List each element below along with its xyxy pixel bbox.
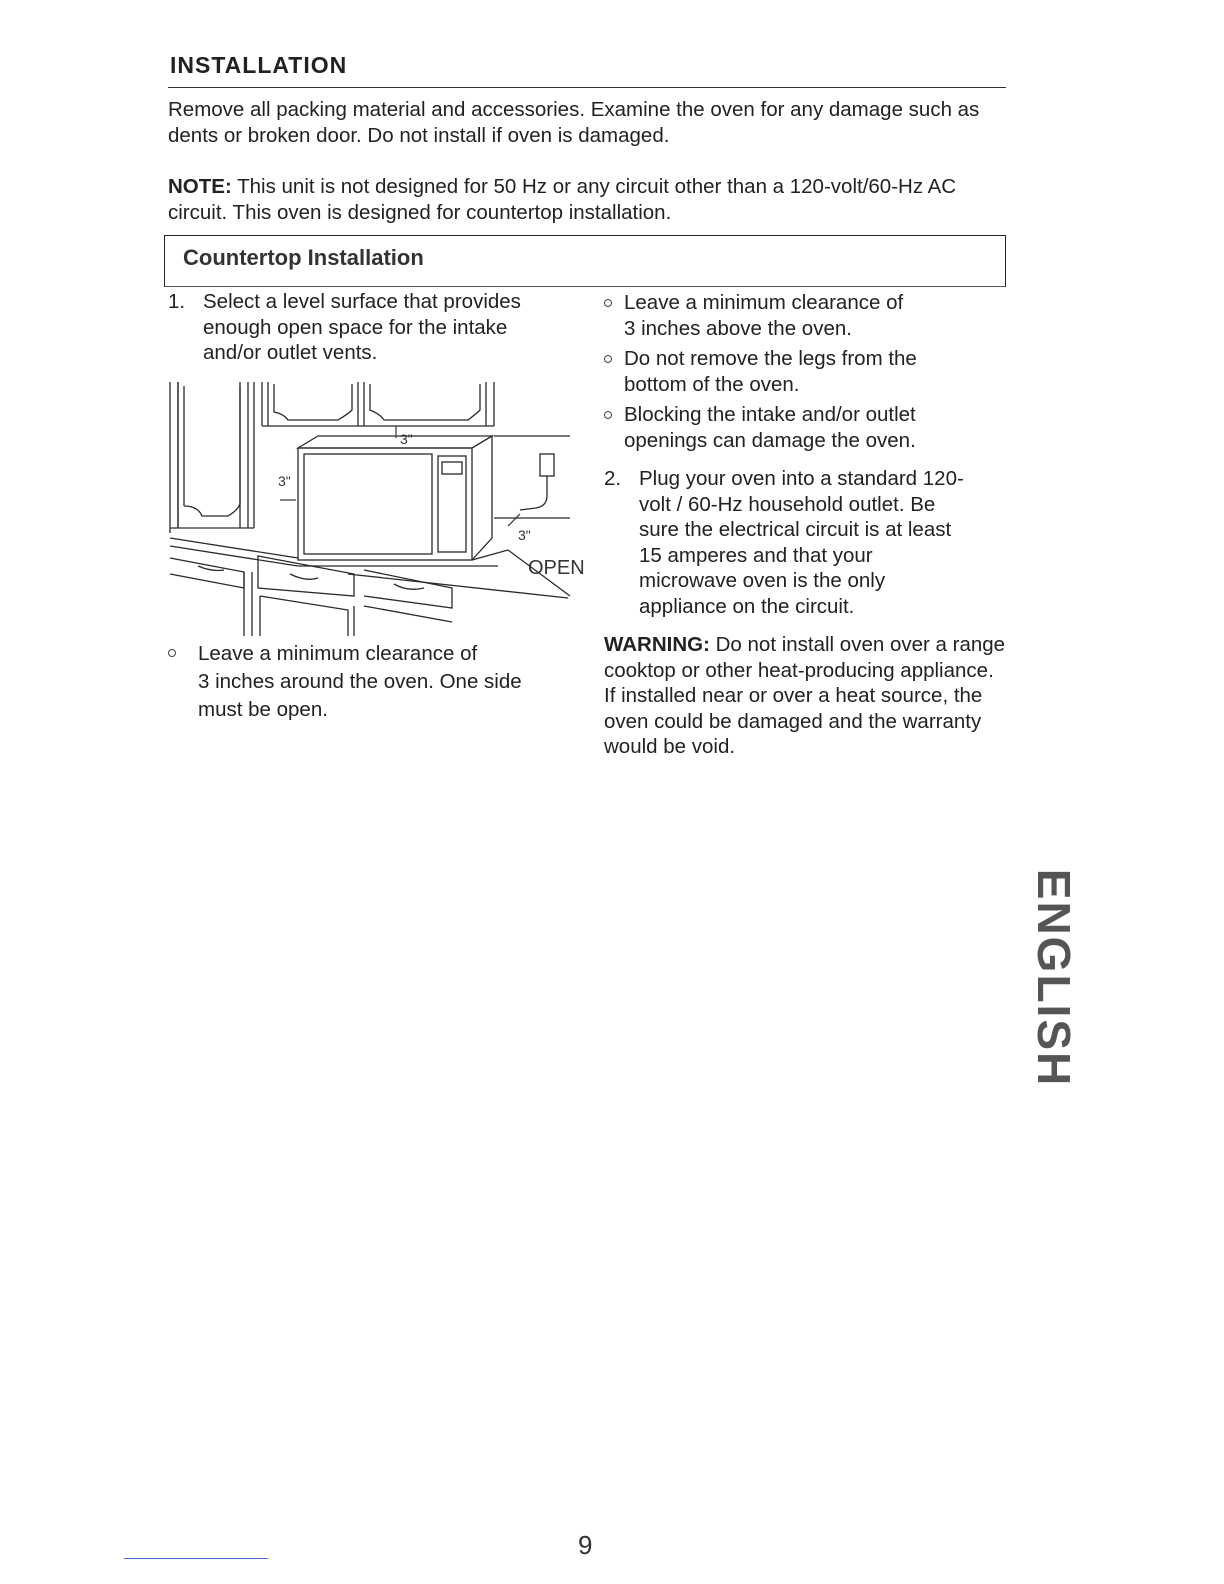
countertop: [170, 538, 570, 598]
countertop-installation-illustration: [168, 378, 600, 636]
bullet-line: Leave a minimum clearance of: [198, 642, 478, 665]
step-1-number: 1.: [168, 290, 186, 313]
heading-rule: [168, 87, 1006, 88]
note-paragraph: [168, 174, 1008, 226]
page-heading: INSTALLATION: [170, 52, 348, 78]
bullet-dot: [604, 411, 612, 419]
step-2-line: sure the electrical circuit is at least: [639, 518, 952, 541]
step-1-line: and/or outlet vents.: [203, 341, 378, 364]
step-2-line: 15 amperes and that your: [639, 543, 873, 567]
bullet-dot: [604, 299, 612, 307]
bullet-line: must be open.: [198, 698, 328, 721]
warning-text: Do not install oven over a range cooktop or other heat-producing appliance. If installed near or over a heat source, the oven could be damaged and the warranty would be void.: [604, 633, 1006, 758]
step-1: [168, 289, 588, 369]
section-title: Countertop Installation: [183, 245, 424, 270]
language-tab-label: ENGLISH: [1028, 868, 1080, 1088]
figure-label-top: 3": [400, 431, 413, 447]
wall-outlet: [494, 436, 570, 518]
bullet-dot: [604, 355, 612, 363]
step-2-line: microwave oven is the only: [639, 569, 886, 592]
microwave-oven: [298, 436, 492, 560]
page-number: 9: [578, 1530, 593, 1560]
upper-cabinet-center: [262, 382, 494, 426]
warning-paragraph: [604, 632, 1008, 760]
note-text: This unit is not designed for 50 Hz or any circuit other than a 120-volt/60-Hz AC circuit. This oven is designed for countertop installation.: [168, 175, 957, 224]
warning-label: WARNING:: [604, 633, 710, 656]
upper-cabinet-left: [170, 382, 254, 533]
bullet-line: openings can damage the oven.: [624, 428, 916, 452]
bullet-legs: [604, 346, 1008, 398]
step-1-line: enough open space for the intake: [203, 315, 508, 339]
figure-label-left: 3": [278, 473, 291, 489]
bullet-blocking: [604, 402, 1008, 454]
note-label: NOTE:: [168, 175, 232, 198]
bullet-clearance-above: [604, 290, 1008, 342]
figure-label-open: OPEN: [528, 557, 585, 579]
step-2: [604, 466, 1008, 622]
footer-rule: [124, 1558, 268, 1559]
bullet-line: Leave a minimum clearance of: [624, 291, 904, 314]
section-header-box: [164, 235, 1006, 287]
step-2-number: 2.: [604, 467, 622, 490]
language-side-tab: [1030, 858, 1078, 1098]
figure-label-right: 3": [518, 527, 531, 543]
step-2-line: appliance on the circuit.: [639, 594, 855, 618]
intro-paragraph: Remove all packing material and accessories. Examine the oven for any damage such as dents or broken door. Do not install if oven is damaged.: [168, 98, 980, 147]
bullet-clearance-around: [168, 640, 588, 724]
step-2-line: Plug your oven into a standard 120-: [639, 467, 964, 490]
bullet-line: 3 inches above the oven.: [624, 316, 852, 340]
bullet-line: 3 inches around the oven. One side: [198, 670, 522, 693]
step-2-line: volt / 60-Hz household outlet. Be: [639, 492, 936, 516]
step-1-line: Select a level surface that provides: [203, 290, 521, 313]
bullet-dot: [168, 649, 176, 657]
bullet-line: Do not remove the legs from the: [624, 347, 917, 370]
bullet-line: Blocking the intake and/or outlet: [624, 403, 916, 426]
bullet-line: bottom of the oven.: [624, 372, 800, 396]
lower-cabinets: [170, 556, 452, 636]
